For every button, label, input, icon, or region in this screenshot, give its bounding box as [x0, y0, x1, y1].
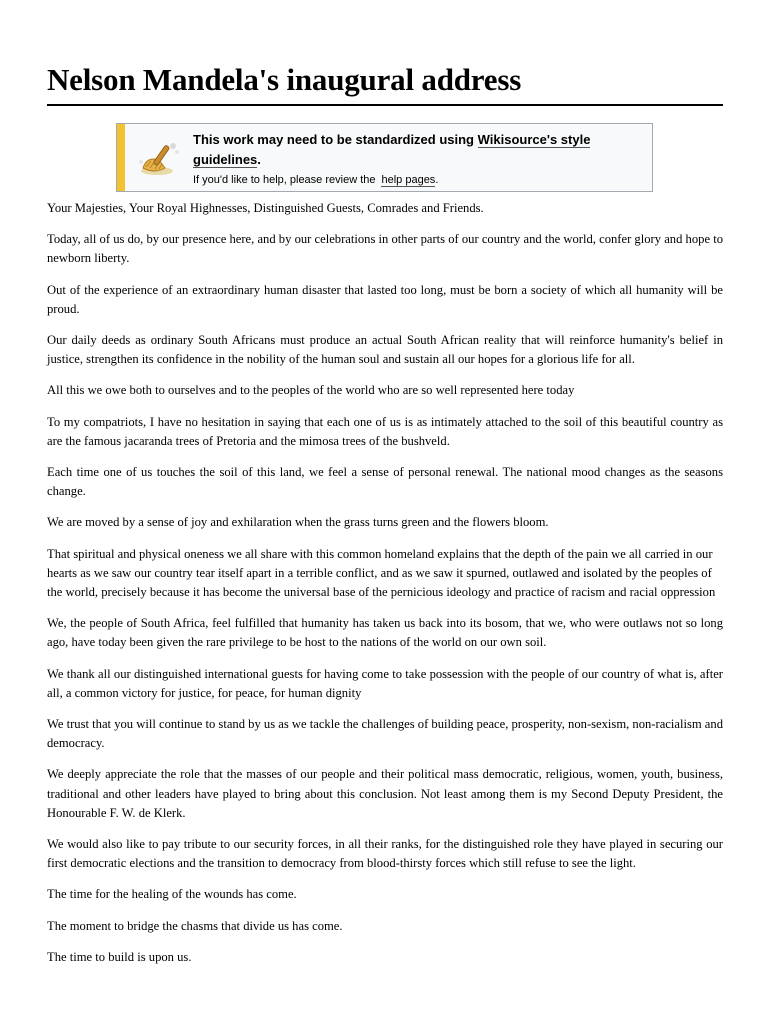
broom-icon: [137, 138, 183, 178]
paragraph: We would also like to pay tribute to our security forces, in all their ranks, for the distinguished role they have played in securing our first democratic elections and the transition to democracy from blood-thirsty forces which still refuse to see the light.: [47, 837, 723, 871]
paragraph: Today, all of us do, by our presence here, and by our celebrations in other parts of our country and the world, confer glory and hope to newborn liberty.: [47, 232, 723, 266]
notice-title-suffix: .: [257, 152, 261, 167]
paragraph: Your Majesties, Your Royal Highnesses, Distinguished Guests, Comrades and Friends.: [47, 201, 484, 215]
paragraph: We deeply appreciate the role that the masses of our people and their political mass democratic, religious, women, youth, business, traditional and other leaders have played to bring about this conclusion. Not least among them is my Second Deputy President, the Honourable F. W. de Klerk.: [47, 767, 723, 820]
paragraph: We trust that you will continue to stand by us as we tackle the challenges of building peace, prosperity, non-sexism, non-racialism and democracy.: [47, 717, 723, 751]
paragraph: We thank all our distinguished international guests for having come to take possession with the people of our country of what is, after all, a common victory for justice, for peace, for human dignity: [47, 666, 723, 700]
page-title: Nelson Mandela's inaugural address: [47, 0, 723, 106]
help-pages-link[interactable]: help pages: [381, 174, 436, 186]
notice-subtext: [193, 173, 438, 187]
paragraph: That spiritual and physical oneness we all share with this common homeland explains that the depth of the pain we all carried in our hearts as we saw our country tear itself apart in a terrible conflict, and as we saw it spurned, outlawed and isolated by the peoples of the world, precisely because it has become the universal base of the pernicious ideology and practice of racism and racial oppression: [47, 546, 716, 600]
paragraph: We, the people of South Africa, feel fulfilled that humanity has taken us back into its bosom, that we, who were outlaws not so long ago, have today been given the rare privilege to be host to the nations of the world on our own soil.: [47, 616, 723, 650]
notice-accent-bar: [117, 124, 125, 191]
notice-title: [193, 130, 633, 170]
speech-body: [47, 199, 723, 979]
notice-sub-prefix: If you'd like to help, please review the: [193, 174, 376, 186]
paragraph: Our daily deeds as ordinary South Africans must produce an actual South African reality that will reinforce humanity's belief in justice, strengthen its confidence in the nobility of the human soul and sustain all our hopes for a glorious life for all.: [47, 333, 723, 367]
paragraph: The time for the healing of the wounds has come.: [47, 887, 297, 902]
paragraph: To my compatriots, I have no hesitation in saying that each one of us is as intimately attached to the soil of this beautiful country as are the famous jacaranda trees of Pretoria and the mimosa trees of the bushveld.: [47, 414, 723, 448]
notice-title-prefix: This work may need to be standardized using: [193, 132, 478, 147]
page: [47, 0, 723, 964]
paragraph: Out of the experience of an extraordinary human disaster that lasted too long, must be born a society of which all humanity will be proud.: [47, 282, 723, 316]
paragraph: Each time one of us touches the soil of this land, we feel a sense of personal renewal. The national mood changes as the seasons change.: [47, 465, 723, 499]
paragraph: We are moved by a sense of joy and exhilaration when the grass turns green and the flowers bloom.: [47, 515, 549, 530]
paragraph: The time to build is upon us.: [47, 949, 192, 964]
notice-sub-suffix: .: [435, 174, 439, 186]
style-guidelines-link[interactable]: Wikisource's style guidelines: [193, 132, 591, 167]
standardize-notice: [116, 123, 653, 192]
paragraph: All this we owe both to ourselves and to the peoples of the world who are so well represented here today: [47, 383, 575, 398]
paragraph: The moment to bridge the chasms that divide us has come.: [47, 918, 343, 933]
